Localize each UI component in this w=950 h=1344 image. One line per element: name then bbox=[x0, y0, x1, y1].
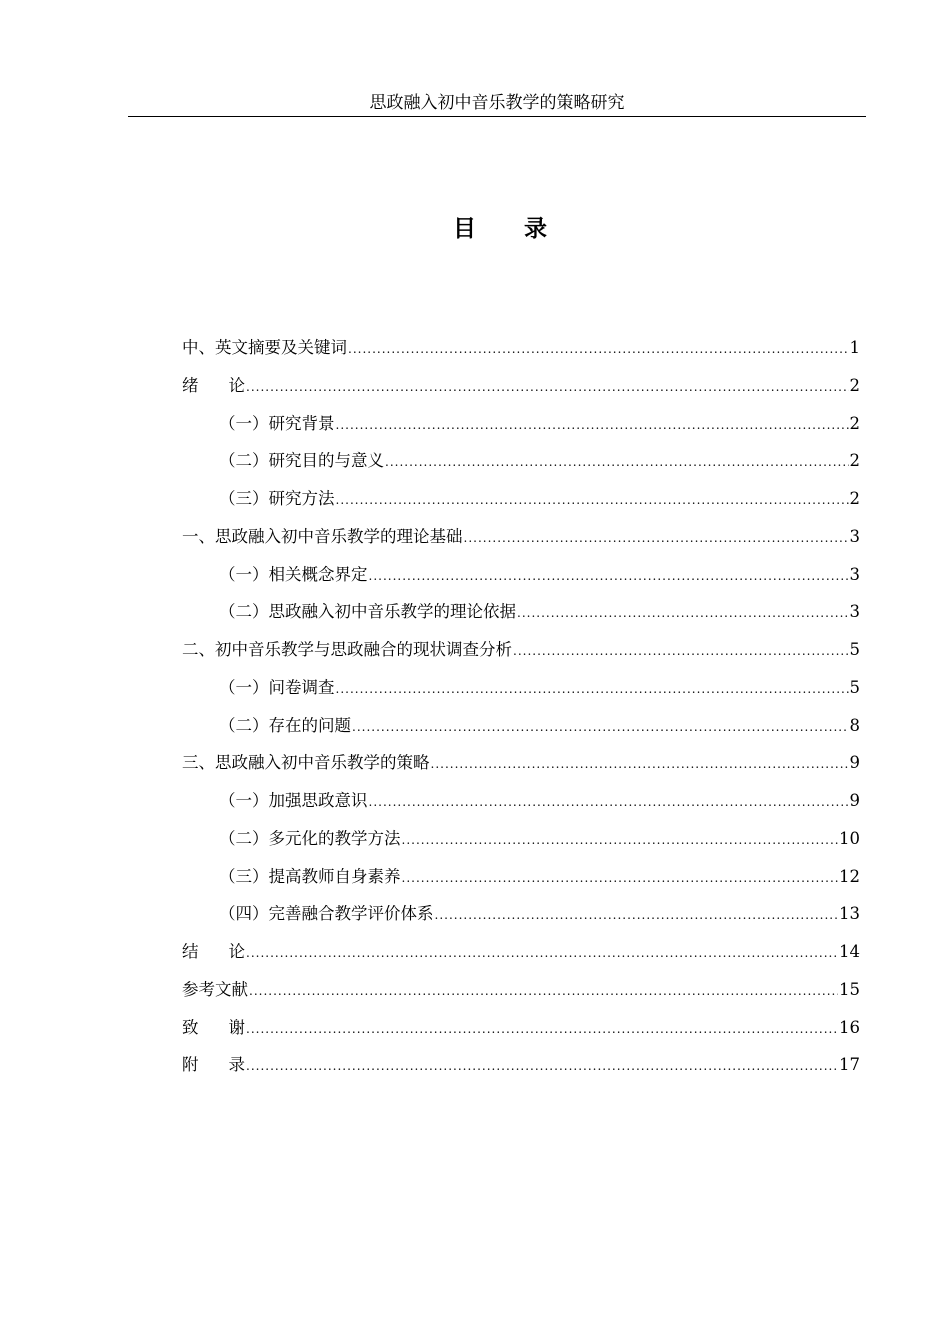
toc-dot-leader bbox=[246, 375, 849, 399]
toc-dot-leader bbox=[402, 828, 839, 852]
toc-entry-page-number: 1 bbox=[849, 338, 860, 357]
toc-dot-leader bbox=[246, 941, 838, 965]
toc-entry-label: （三）提高教师自身素养 bbox=[219, 866, 401, 886]
running-header-title: 思政融入初中音乐教学的策略研究 bbox=[369, 93, 625, 113]
toc-entry[interactable] bbox=[182, 751, 860, 789]
toc-entry-label: （四）完善融合教学评价体系 bbox=[219, 904, 434, 924]
toc-entry[interactable] bbox=[182, 714, 860, 752]
toc-entry[interactable] bbox=[182, 600, 860, 638]
toc-title bbox=[0, 214, 950, 244]
toc-entry[interactable] bbox=[182, 902, 860, 940]
toc-entry-label: （二）多元化的教学方法 bbox=[219, 828, 401, 848]
toc-entry-label bbox=[182, 1016, 245, 1040]
toc-dot-leader bbox=[435, 903, 839, 927]
toc-entry[interactable] bbox=[182, 1053, 860, 1091]
toc-entry[interactable] bbox=[182, 1016, 860, 1054]
toc-entry[interactable] bbox=[182, 827, 860, 865]
toc-dot-leader bbox=[348, 337, 849, 361]
toc-dot-leader bbox=[369, 790, 849, 814]
toc-entry[interactable] bbox=[182, 940, 860, 978]
toc-entry-label: （一）相关概念界定 bbox=[219, 564, 368, 584]
toc-entry-label: （三）研究方法 bbox=[219, 489, 335, 508]
toc-dot-leader bbox=[246, 1017, 838, 1041]
toc-entry[interactable] bbox=[182, 789, 860, 827]
toc-entry-label bbox=[182, 940, 245, 964]
toc-dot-leader bbox=[402, 866, 839, 890]
toc-entry-label-head: 附 bbox=[182, 1055, 229, 1075]
toc-entry-page-number: 9 bbox=[849, 791, 860, 810]
toc-dot-leader bbox=[369, 564, 849, 588]
toc-entry-page-number: 17 bbox=[839, 1055, 860, 1075]
toc-entry[interactable] bbox=[182, 563, 860, 601]
toc-entry-page-number: 2 bbox=[849, 375, 860, 395]
toc-entry[interactable] bbox=[182, 865, 860, 903]
toc-entry-label: （二）研究目的与意义 bbox=[219, 451, 384, 471]
toc-dot-leader bbox=[336, 677, 849, 701]
toc-entry-page-number: 10 bbox=[839, 828, 860, 848]
toc-entry-label: 一、思政融入初中音乐教学的理论基础 bbox=[182, 526, 463, 546]
toc-entry-page-number: 5 bbox=[849, 640, 860, 659]
toc-entry-label: 三、思政融入初中音乐教学的策略 bbox=[182, 753, 430, 773]
toc-entry-page-number: 3 bbox=[849, 526, 860, 546]
toc-entry-label: （一）问卷调查 bbox=[219, 677, 335, 697]
toc-entry-page-number: 12 bbox=[839, 866, 860, 886]
toc-entry-page-number: 2 bbox=[849, 489, 860, 508]
toc-entry-label-tail: 论 bbox=[228, 942, 245, 961]
toc-entry[interactable] bbox=[182, 412, 860, 450]
toc-entry-label: （一）加强思政意识 bbox=[219, 791, 368, 810]
toc-entry-page-number: 13 bbox=[839, 904, 860, 924]
toc-list bbox=[182, 336, 860, 1091]
toc-entry-page-number: 3 bbox=[849, 564, 860, 584]
toc-entry-label: 中、英文摘要及关键词 bbox=[182, 338, 347, 357]
running-header bbox=[128, 92, 866, 117]
toc-dot-leader bbox=[246, 1054, 838, 1078]
toc-entry-label: 参考文献 bbox=[182, 979, 248, 999]
toc-entry-label bbox=[182, 374, 245, 398]
toc-entry[interactable] bbox=[182, 676, 860, 714]
toc-dot-leader bbox=[336, 488, 849, 512]
toc-dot-leader bbox=[249, 979, 838, 1003]
toc-dot-leader bbox=[517, 601, 849, 625]
toc-entry-label: （二）存在的问题 bbox=[219, 715, 351, 735]
toc-entry-label-head: 致 bbox=[182, 1017, 229, 1037]
toc-entry-label-tail: 谢 bbox=[228, 1017, 245, 1037]
toc-entry-page-number: 5 bbox=[849, 677, 860, 697]
toc-dot-leader bbox=[352, 715, 849, 739]
toc-entry[interactable] bbox=[182, 374, 860, 412]
toc-entry-page-number: 14 bbox=[839, 942, 860, 961]
toc-entry-page-number: 2 bbox=[849, 451, 860, 471]
toc-entry[interactable] bbox=[182, 978, 860, 1016]
toc-title-char: 目 bbox=[453, 216, 476, 242]
toc-entry[interactable] bbox=[182, 638, 860, 676]
toc-entry[interactable] bbox=[182, 336, 860, 374]
toc-dot-leader bbox=[385, 450, 849, 474]
toc-entry-label-tail: 录 bbox=[228, 1055, 245, 1075]
toc-entry-page-number: 2 bbox=[849, 413, 860, 433]
toc-entry-page-number: 9 bbox=[849, 753, 860, 773]
toc-dot-leader bbox=[431, 752, 849, 776]
toc-entry-page-number: 3 bbox=[849, 602, 860, 622]
toc-dot-leader bbox=[513, 639, 849, 663]
toc-entry-label-head: 绪 bbox=[182, 375, 229, 395]
toc-entry-label: （一）研究背景 bbox=[219, 413, 335, 433]
toc-entry-label: 二、初中音乐教学与思政融合的现状调查分析 bbox=[182, 640, 512, 659]
toc-dot-leader bbox=[464, 526, 849, 550]
toc-entry-page-number: 8 bbox=[849, 715, 860, 735]
toc-entry-label bbox=[182, 1053, 245, 1077]
toc-entry-label-head: 结 bbox=[182, 942, 229, 961]
toc-entry[interactable] bbox=[182, 449, 860, 487]
toc-dot-leader bbox=[336, 413, 849, 437]
toc-title-char: 录 bbox=[524, 216, 547, 242]
toc-entry-page-number: 16 bbox=[839, 1017, 860, 1037]
toc-entry-label: （二）思政融入初中音乐教学的理论依据 bbox=[219, 602, 516, 622]
toc-entry-label-tail: 论 bbox=[228, 375, 245, 395]
toc-entry-page-number: 15 bbox=[839, 979, 860, 999]
toc-entry[interactable] bbox=[182, 487, 860, 525]
toc-entry[interactable] bbox=[182, 525, 860, 563]
